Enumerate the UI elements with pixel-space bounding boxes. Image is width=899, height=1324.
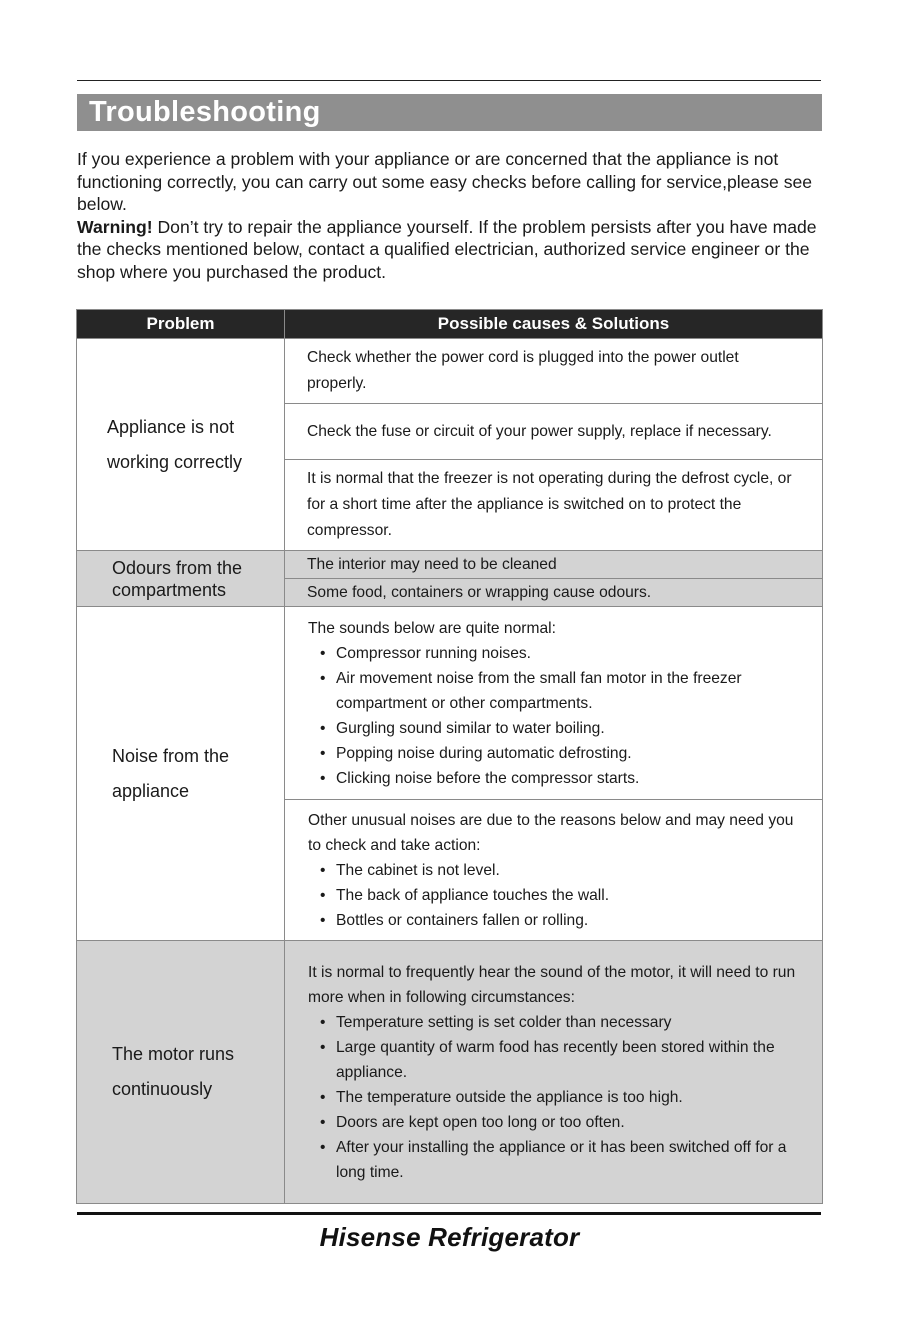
solution-list <box>308 1010 802 1185</box>
solution-cell: The interior may need to be cleaned <box>285 551 823 579</box>
solution-list <box>308 858 802 933</box>
list-item: • Popping noise during automatic defrosting. <box>320 741 802 766</box>
table-row <box>77 941 823 1204</box>
page-title: Troubleshooting <box>89 96 321 128</box>
solution-intro: Other unusual noises are due to the reasons below and may need you to check and take action: <box>308 811 794 854</box>
list-item: • Temperature setting is set colder than necessary <box>320 1010 802 1035</box>
problem-odours <box>77 551 285 607</box>
solution-cell: Check whether the power cord is plugged into the power outlet properly. <box>285 339 823 404</box>
list-item: • Gurgling sound similar to water boiling. <box>320 716 802 741</box>
problem-label: compartments <box>112 579 227 600</box>
table-row <box>77 551 823 579</box>
problem-label: appliance <box>112 780 190 801</box>
problem-label: continuously <box>112 1079 213 1099</box>
solution-cell <box>285 800 823 941</box>
problem-label: working correctly <box>107 451 243 472</box>
top-divider <box>77 80 821 81</box>
list-item: • Compressor running noises. <box>320 641 802 666</box>
list-item: • Doors are kept open too long or too often. <box>320 1110 802 1135</box>
warning-label: Warning! <box>77 216 153 237</box>
problem-appliance-not-working <box>77 339 285 551</box>
list-item: • After your installing the appliance or it has been switched off for a long time. <box>320 1135 802 1185</box>
intro-text <box>77 148 825 283</box>
warning-text: Don’t try to repair the appliance yourself. If the problem persists after you have made the checks mentioned below, contact a qualified electrician, authorized service engineer or the shop where you purchased the product. <box>77 216 817 282</box>
list-item: • The cabinet is not level. <box>320 858 802 883</box>
problem-label: Noise from the <box>112 745 230 766</box>
problem-label: Appliance is not <box>107 416 235 437</box>
list-item: • The back of appliance touches the wall. <box>320 883 802 908</box>
solution-cell: Check the fuse or circuit of your power supply, replace if necessary. <box>285 404 823 460</box>
problem-label: Odours from the <box>112 557 243 578</box>
list-item: • The temperature outside the appliance is too high. <box>320 1085 802 1110</box>
footer-divider <box>77 1212 821 1215</box>
header-problem: Problem <box>77 310 285 339</box>
header-solutions: Possible causes & Solutions <box>285 310 823 339</box>
list-item: • Bottles or containers fallen or rolling. <box>320 908 802 933</box>
table-header-row <box>77 310 823 339</box>
solution-cell <box>285 941 823 1204</box>
solution-intro: The sounds below are quite normal: <box>308 619 556 637</box>
intro-paragraph: If you experience a problem with your appliance or are concerned that the appliance is not functioning correctly, you can carry out some easy checks before calling for service,please see below. <box>77 149 813 214</box>
solution-intro: It is normal to frequently hear the sound of the motor, it will need to run more when in following circumstances: <box>308 963 796 1006</box>
solution-cell: Some food, containers or wrapping cause odours. <box>285 579 823 607</box>
problem-motor-runs <box>77 941 285 1204</box>
table-row <box>77 339 823 404</box>
problem-noise <box>77 607 285 941</box>
problem-label: The motor runs <box>112 1044 235 1064</box>
table-row <box>77 607 823 800</box>
solution-list <box>308 641 802 791</box>
list-item: • Clicking noise before the compressor starts. <box>320 766 802 791</box>
section-title-bar <box>77 94 822 131</box>
solution-cell <box>285 607 823 800</box>
solution-cell: It is normal that the freezer is not operating during the defrost cycle, or for a short time after the appliance is switched on to protect the compressor. <box>285 460 823 551</box>
brand-footer: Hisense Refrigerator <box>319 1222 580 1252</box>
list-item: • Air movement noise from the small fan motor in the freezer compartment or other compartments. <box>320 666 802 716</box>
list-item: • Large quantity of warm food has recently been stored within the appliance. <box>320 1035 802 1085</box>
warning-paragraph <box>77 216 825 284</box>
troubleshooting-table <box>76 309 823 1204</box>
